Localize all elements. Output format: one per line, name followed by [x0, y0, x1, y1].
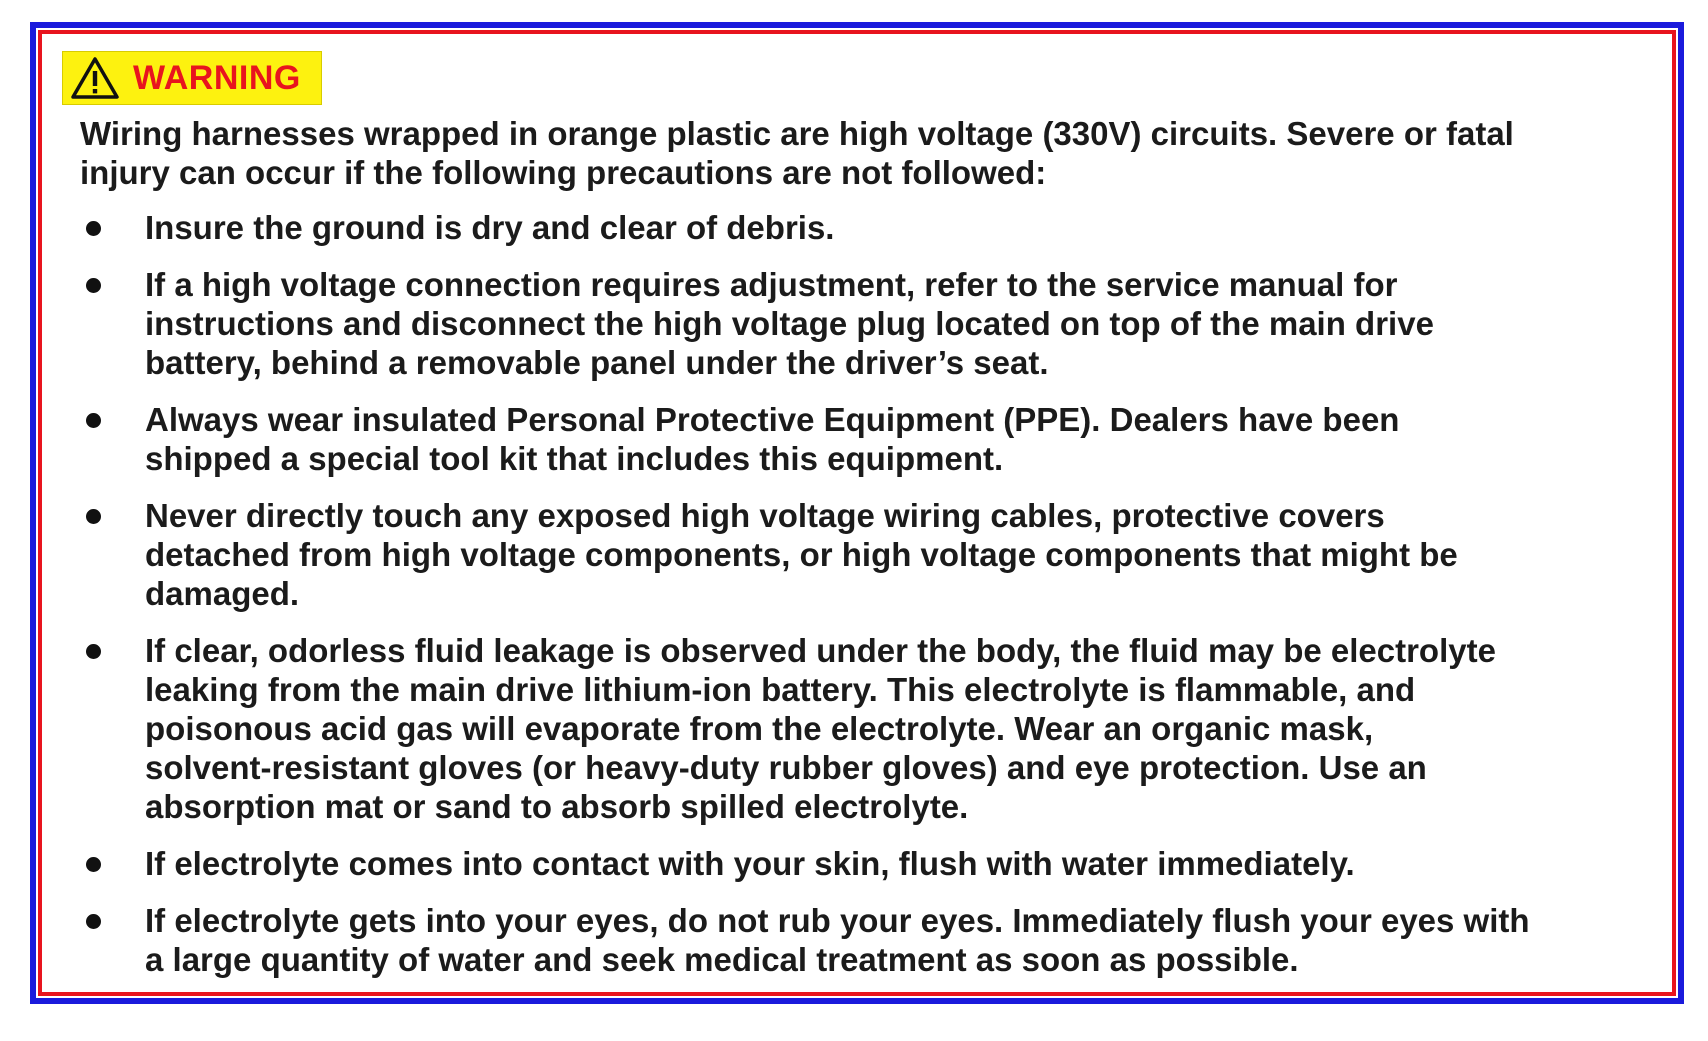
precautions-list: [80, 208, 1700, 979]
list-item-line: poisonous acid gas will evaporate from the electrolyte. Wear an organic mask,: [145, 710, 1374, 747]
list-item-line: battery, behind a removable panel under the driver’s seat.: [145, 344, 1049, 381]
list-item-line: If clear, odorless fluid leakage is observed under the body, the fluid may be electrolyte: [145, 632, 1496, 669]
list-item-line: instructions and disconnect the high voltage plug located on top of the main drive: [145, 305, 1434, 342]
list-item-line: a large quantity of water and seek medical treatment as soon as possible.: [145, 941, 1299, 978]
list-item-text: [145, 208, 1700, 247]
warning-content: [80, 114, 1700, 997]
bullet-dot-icon: [86, 857, 101, 872]
list-item-text: [145, 631, 1700, 826]
list-item-line: leaking from the main drive lithium-ion battery. This electrolyte is flammable, and: [145, 671, 1416, 708]
list-item: [80, 901, 1700, 979]
bullet-dot-icon: [86, 278, 101, 293]
list-item-line: detached from high voltage components, or high voltage components that might be: [145, 536, 1458, 573]
list-item-text: [145, 844, 1700, 883]
intro-line: Wiring harnesses wrapped in orange plastic are high voltage (330V) circuits. Severe or fatal: [80, 115, 1514, 152]
list-item-line: absorption mat or sand to absorb spilled electrolyte.: [145, 788, 969, 825]
intro-line: injury can occur if the following precautions are not followed:: [80, 154, 1047, 191]
list-item-text: [145, 400, 1700, 478]
list-item-line: If electrolyte comes into contact with your skin, flush with water immediately.: [145, 845, 1355, 882]
bullet-dot-icon: [86, 413, 101, 428]
list-item: [80, 844, 1700, 883]
list-item: [80, 265, 1700, 382]
list-item-text: [145, 265, 1700, 382]
list-item-line: Always wear insulated Personal Protective Equipment (PPE). Dealers have been: [145, 401, 1400, 438]
bullet-dot-icon: [86, 221, 101, 236]
list-item: [80, 400, 1700, 478]
list-item: [80, 208, 1700, 247]
warning-frame-outer: [30, 22, 1684, 1004]
list-item-line: shipped a special tool kit that includes this equipment.: [145, 440, 1004, 477]
list-item: [80, 496, 1700, 613]
bullet-dot-icon: [86, 914, 101, 929]
list-item-text: [145, 901, 1700, 979]
bullet-dot-icon: [86, 644, 101, 659]
list-item-text: [145, 496, 1700, 613]
list-item-line: damaged.: [145, 575, 300, 612]
list-item-line: solvent-resistant gloves (or heavy-duty rubber gloves) and eye protection. Use an: [145, 749, 1427, 786]
list-item-line: Insure the ground is dry and clear of debris.: [145, 209, 835, 246]
intro-paragraph: [80, 114, 1700, 192]
bullet-dot-icon: [86, 509, 101, 524]
warning-label: WARNING: [133, 59, 301, 97]
warning-triangle-icon: [69, 56, 121, 100]
warning-frame-inner: [38, 30, 1676, 996]
list-item: [80, 631, 1700, 826]
list-item-line: Never directly touch any exposed high voltage wiring cables, protective covers: [145, 497, 1385, 534]
list-item-line: If a high voltage connection requires adjustment, refer to the service manual for: [145, 266, 1398, 303]
warning-badge: [62, 51, 322, 105]
list-item-line: If electrolyte gets into your eyes, do not rub your eyes. Immediately flush your eyes with: [145, 902, 1530, 939]
